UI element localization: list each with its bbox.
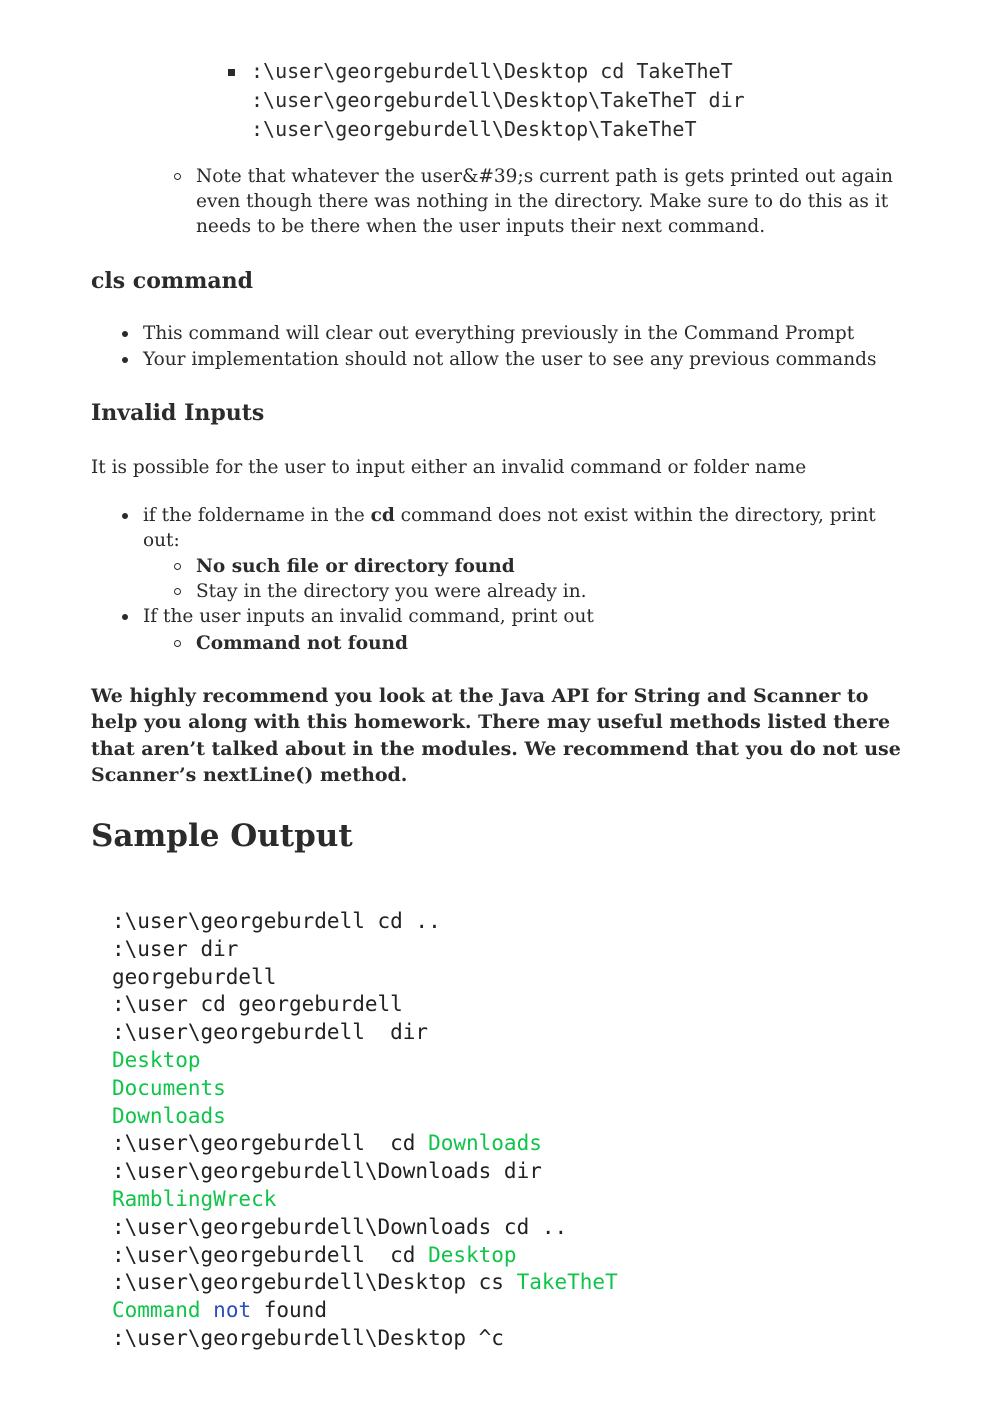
stay-in-directory: Stay in the directory you were already in.	[196, 581, 587, 602]
code-token: :\user\georgeburdell\Desktop ^c	[112, 1326, 504, 1350]
code-line	[112, 1102, 226, 1130]
recommend-line: that aren’t talked about in the modules. We recommend that you do not use	[91, 738, 901, 760]
code-line	[112, 990, 403, 1018]
code-token: :\user cd georgeburdell	[112, 992, 403, 1017]
recommend-line: We highly recommend you look at the Java API for String and Scanner to	[91, 685, 869, 707]
invalid-heading: Invalid Inputs	[91, 400, 265, 426]
code-token: georgeburdell	[112, 964, 277, 989]
code-token: Desktop	[112, 1048, 201, 1072]
code-token: Downloads	[428, 1131, 542, 1156]
circle-bullet-icon	[174, 640, 181, 647]
code-line	[112, 963, 276, 991]
code-token: not	[213, 1298, 252, 1323]
sample-output-heading: Sample Output	[91, 818, 353, 854]
code-line	[112, 907, 441, 935]
note-line: Note that whatever the user&#39;s current path is gets printed out again	[196, 166, 893, 187]
code-line	[112, 1268, 618, 1296]
recommend-line: Scanner’s nextLine() method.	[91, 764, 408, 786]
cls-item: Your implementation should not allow the user to see any previous commands	[143, 349, 877, 370]
code-line	[112, 1129, 542, 1157]
code-token: found	[251, 1298, 327, 1323]
code-token: Documents	[112, 1075, 226, 1100]
path-line: :\user\georgeburdell\Desktop cd TakeTheT	[251, 59, 733, 83]
code-token: Desktop	[428, 1242, 517, 1267]
code-line	[112, 1324, 504, 1352]
code-line	[112, 1018, 428, 1046]
code-token: RamblingWreck	[112, 1187, 277, 1211]
code-line	[112, 1157, 542, 1185]
note-line: even though there was nothing in the directory. Make sure to do this as it	[196, 191, 889, 212]
disc-bullet-icon	[122, 357, 128, 363]
code-line	[112, 1185, 276, 1213]
code-line	[112, 1046, 201, 1074]
invalid-item-1-cont: out:	[143, 530, 180, 551]
cls-heading: cls command	[91, 268, 254, 294]
code-line	[112, 1296, 327, 1324]
invalid-item-2: If the user inputs an invalid command, print out	[143, 606, 594, 627]
invalid-intro: It is possible for the user to input either an invalid command or folder name	[91, 457, 807, 478]
disc-bullet-icon	[122, 513, 128, 519]
code-token	[201, 1298, 214, 1322]
code-token: :\user\georgeburdell\Downloads dir	[112, 1159, 542, 1184]
code-token: :\user\georgeburdell dir	[112, 1020, 429, 1045]
code-line	[112, 935, 238, 963]
circle-bullet-icon	[174, 588, 181, 595]
invalid-item-1: if the foldername in the cd command does not exist within the directory, print	[143, 505, 876, 526]
error-command-not-found: Command not found	[196, 633, 408, 654]
square-bullet-icon	[228, 69, 235, 76]
code-token: Command	[112, 1298, 201, 1323]
code-token: Downloads	[112, 1103, 226, 1128]
code-line	[112, 1213, 567, 1241]
code-token: TakeTheT	[516, 1270, 618, 1295]
path-line: :\user\georgeburdell\Desktop\TakeTheT	[251, 117, 697, 141]
code-token: :\user\georgeburdell\Desktop cs	[112, 1270, 517, 1295]
code-token: :\user\georgeburdell cd ..	[112, 909, 441, 933]
error-no-such-file: No such file or directory found	[196, 556, 515, 577]
code-token: :\user\georgeburdell cd	[112, 1131, 429, 1156]
note-line: needs to be there when the user inputs their next command.	[196, 216, 766, 237]
code-token: :\user\georgeburdell cd	[112, 1242, 429, 1267]
circle-bullet-icon	[174, 563, 181, 570]
code-line	[112, 1074, 226, 1102]
recommend-line: help you along with this homework. There may useful methods listed there	[91, 711, 891, 733]
circle-bullet-icon	[174, 173, 181, 180]
code-token: :\user dir	[112, 936, 239, 961]
disc-bullet-icon	[122, 614, 128, 620]
code-line	[112, 1241, 517, 1269]
path-line: :\user\georgeburdell\Desktop\TakeTheT dir	[251, 88, 745, 112]
code-token: :\user\georgeburdell\Downloads cd ..	[112, 1214, 568, 1239]
cls-item: This command will clear out everything previously in the Command Prompt	[143, 323, 855, 344]
disc-bullet-icon	[122, 331, 128, 337]
